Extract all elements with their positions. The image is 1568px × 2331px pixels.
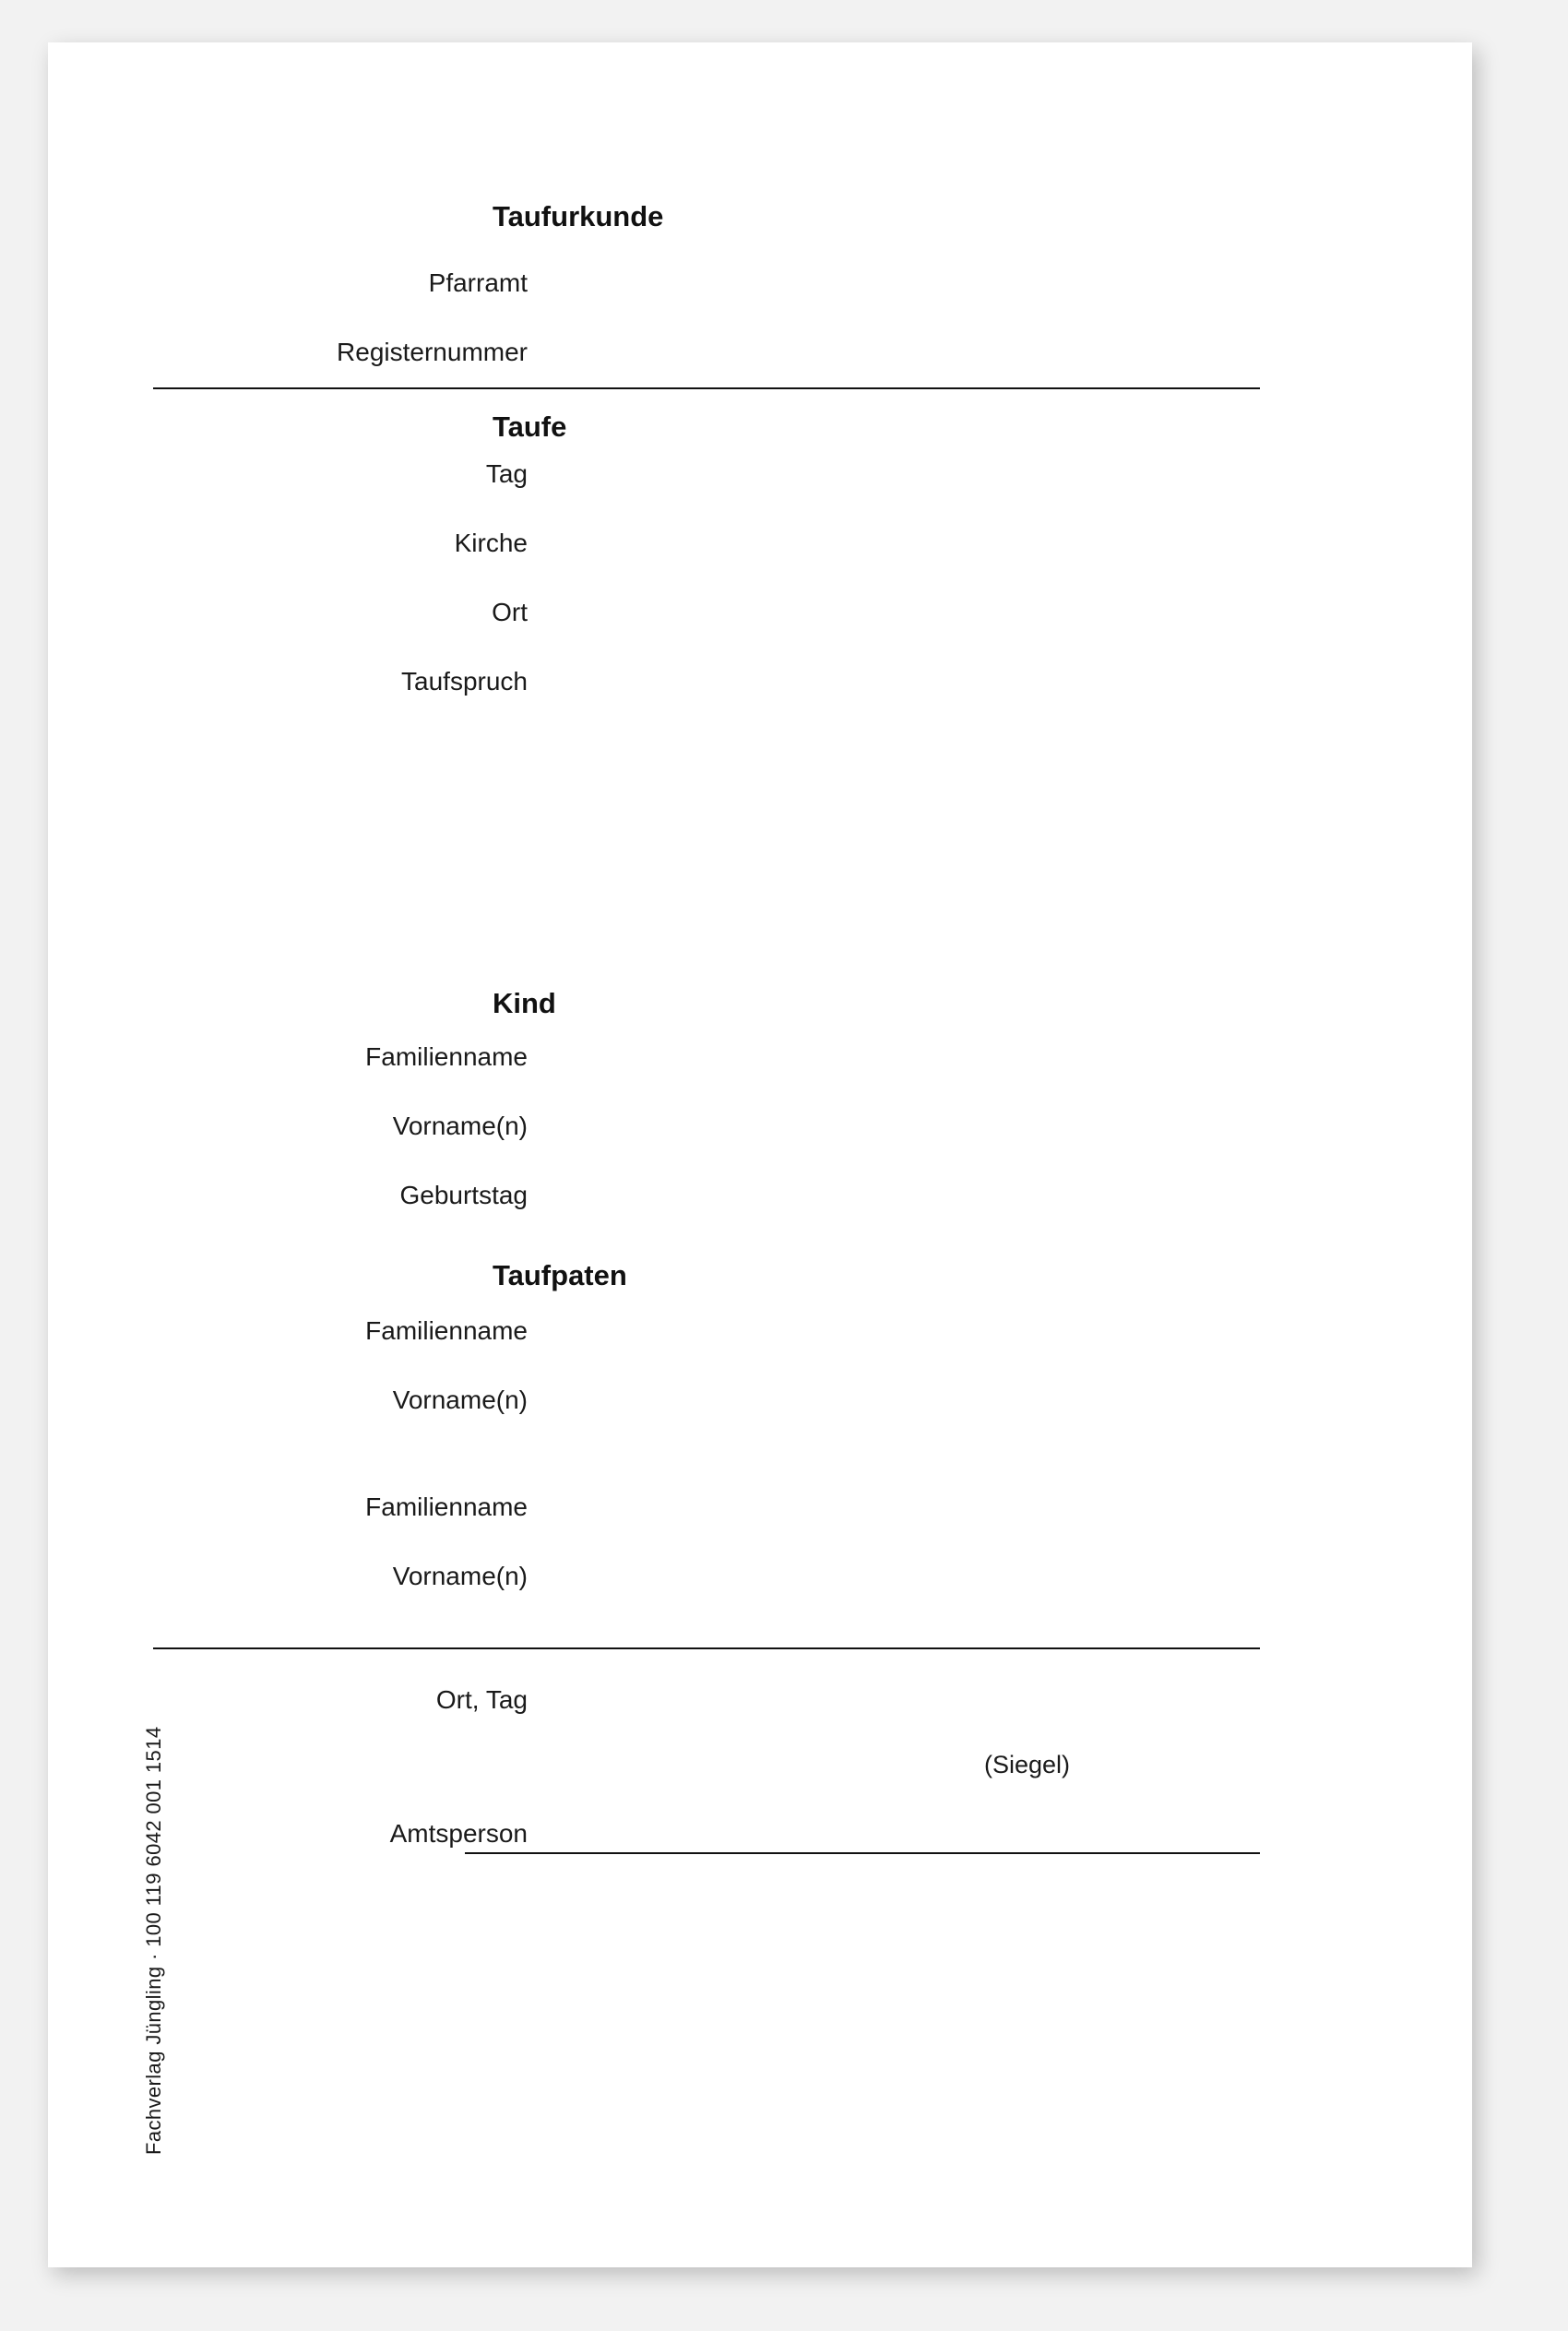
certificate-sheet <box>48 42 1472 2267</box>
signature-line <box>465 1852 1260 1854</box>
field-label-pfarramt: Pfarramt <box>428 268 528 297</box>
field-label-kind-vorname: Vorname(n) <box>392 1112 528 1140</box>
section-title-taufpaten: Taufpaten <box>493 1259 627 1291</box>
field-label-amtsperson: Amtsperson <box>389 1819 528 1848</box>
field-label-taufspruch: Taufspruch <box>401 667 528 696</box>
field-label-pate1-familienname: Familienname <box>365 1316 528 1345</box>
field-label-tag: Tag <box>485 459 528 488</box>
field-label-ort-tag: Ort, Tag <box>435 1685 528 1714</box>
field-label-kind-geburtstag: Geburtstag <box>399 1181 528 1209</box>
divider-header <box>153 387 1260 389</box>
document-title: Taufurkunde <box>493 200 664 232</box>
field-label-pate2-familienname: Familienname <box>365 1493 528 1521</box>
field-label-registernummer: Registernummer <box>337 338 528 366</box>
certificate-content <box>48 42 1472 2267</box>
field-label-pate2-vorname: Vorname(n) <box>392 1562 528 1590</box>
seal-label: (Siegel) <box>984 1751 1071 1778</box>
field-label-kind-familienname: Familienname <box>365 1042 528 1071</box>
field-label-ort: Ort <box>492 598 528 626</box>
section-title-taufe: Taufe <box>493 410 567 443</box>
field-label-kirche: Kirche <box>454 529 528 557</box>
publisher-code: Fachverlag Jüngling · 100 119 6042 001 1514 <box>142 1726 165 2155</box>
field-label-pate1-vorname: Vorname(n) <box>392 1386 528 1414</box>
divider-signature <box>153 1647 1260 1649</box>
section-title-kind: Kind <box>493 987 556 1019</box>
